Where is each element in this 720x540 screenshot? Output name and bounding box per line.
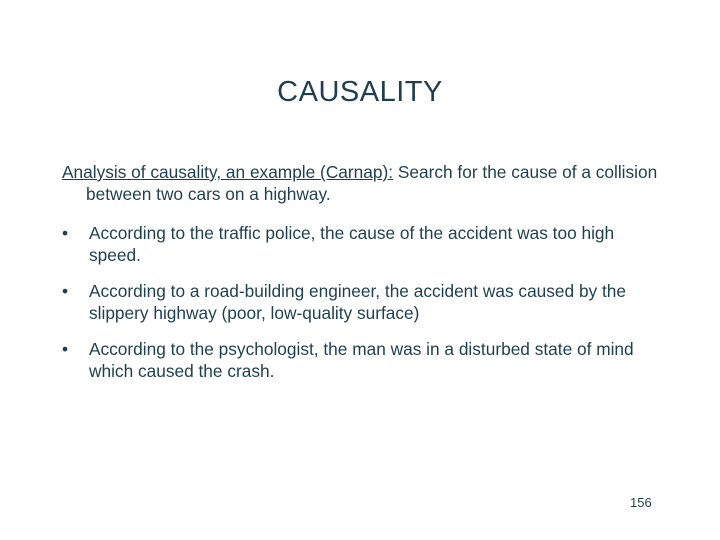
bullet-text: According to the traffic police, the cause of the accident was too high speed. [89, 223, 615, 265]
bullet-item [62, 222, 662, 266]
intro-text: Search for the cause of a collision between two cars on a highway. [86, 162, 658, 204]
intro-paragraph [62, 161, 662, 205]
bullet-item [62, 280, 662, 324]
bullet-marker: • [62, 281, 69, 301]
bullet-marker: • [62, 339, 69, 359]
bullet-text: According to the psychologist, the man was in a disturbed state of mind which caused the crash. [89, 339, 634, 381]
slide-body [62, 161, 662, 382]
page-number: 156 [630, 495, 652, 510]
bullet-item [62, 338, 662, 382]
slide-title: CAUSALITY [277, 76, 443, 108]
bullet-list [62, 222, 662, 382]
bullet-text: According to a road-building engineer, the accident was caused by the slippery highway (poor, low-quality surface) [89, 281, 627, 323]
intro-lead: Analysis of causality, an example (Carnap): [62, 162, 394, 182]
bullet-marker: • [62, 223, 69, 243]
